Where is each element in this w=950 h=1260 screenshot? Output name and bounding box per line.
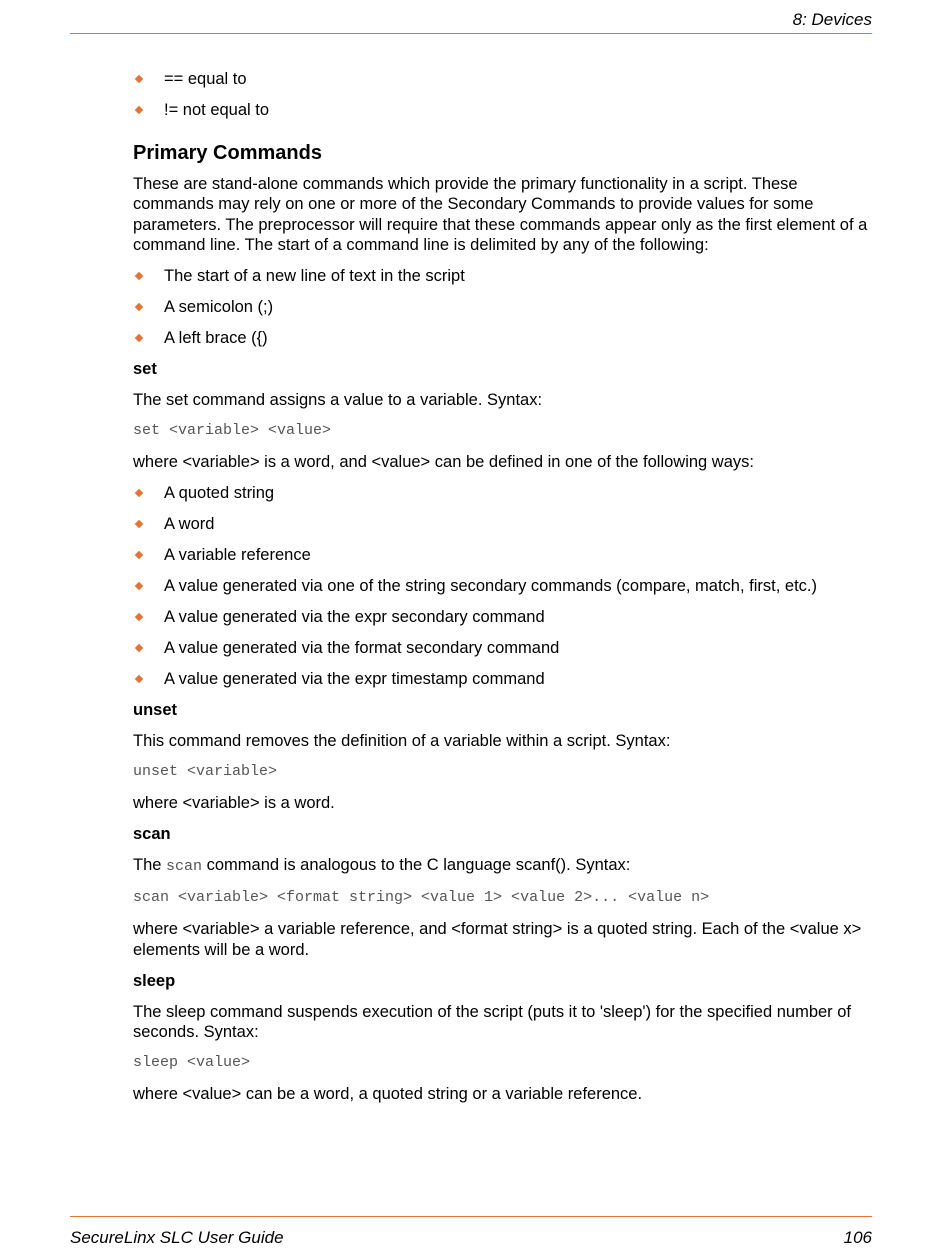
orange-diamond-bullet-icon bbox=[135, 582, 143, 590]
page-footer bbox=[70, 1216, 872, 1248]
command-where: where <variable> is a word. bbox=[133, 794, 335, 812]
section-intro: These are stand-alone commands which provide the primary functionality in a script. These commands may rely on one or more of the Secondary Commands to provide values for some parameters. The preprocessor will require that these commands appear only as the first element of a command line. The start of a command line is delimited by any of the following: bbox=[133, 174, 868, 254]
command-description: The scan command is analogous to the C language scanf(). Syntax: bbox=[133, 856, 631, 875]
command-name-scan: scan bbox=[133, 825, 171, 843]
inline-code: scan bbox=[166, 858, 203, 875]
syntax-code: set <variable> <value> bbox=[133, 422, 332, 439]
orange-diamond-bullet-icon bbox=[135, 334, 143, 342]
list-item: == equal to bbox=[133, 69, 873, 90]
chapter-title: 8: Devices bbox=[792, 10, 872, 29]
command-name-sleep: sleep bbox=[133, 971, 176, 990]
command-where: where <variable> is a word, and <value> can be defined in one of the following ways: bbox=[133, 453, 754, 471]
list-item: The start of a new line of text in the script bbox=[133, 266, 873, 287]
command-description: The set command assigns a value to a variable. Syntax: bbox=[133, 391, 543, 409]
page-number: 106 bbox=[843, 1228, 872, 1247]
list-item: A left brace ({) bbox=[133, 328, 873, 349]
section-heading: Primary Commands bbox=[133, 141, 322, 164]
command-description: The sleep command suspends execution of the script (puts it to 'sleep') for the specified number of seconds. Syntax: bbox=[133, 1002, 852, 1041]
page-header bbox=[70, 8, 872, 34]
list-item: A value generated via one of the string secondary commands (compare, match, first, etc.) bbox=[133, 576, 873, 597]
command-where: where <variable> a variable reference, and <format string> is a quoted string. Each of the <value x> elements will be a word. bbox=[133, 920, 862, 959]
list-item: A value generated via the expr timestamp command bbox=[133, 669, 873, 690]
command-name-set: set bbox=[133, 360, 157, 378]
command-name-unset: unset bbox=[133, 701, 178, 719]
command-description: This command removes the definition of a variable within a script. Syntax: bbox=[133, 732, 671, 750]
list-item: A quoted string bbox=[133, 483, 873, 504]
orange-diamond-bullet-icon bbox=[135, 489, 143, 497]
list-item: A word bbox=[133, 514, 873, 535]
list-item: != not equal to bbox=[133, 100, 873, 121]
orange-diamond-bullet-icon bbox=[135, 675, 143, 683]
orange-diamond-bullet-icon bbox=[135, 644, 143, 652]
orange-diamond-bullet-icon bbox=[135, 75, 143, 83]
list-item: A variable reference bbox=[133, 545, 873, 566]
orange-diamond-bullet-icon bbox=[135, 106, 143, 114]
orange-diamond-bullet-icon bbox=[135, 303, 143, 311]
syntax-code: scan <variable> <format string> <value 1> <value 2>... <value n> bbox=[133, 889, 710, 906]
syntax-code: unset <variable> bbox=[133, 763, 278, 780]
guide-title: SecureLinx SLC User Guide bbox=[70, 1228, 284, 1247]
list-item: A value generated via the format secondary command bbox=[133, 638, 873, 659]
command-where: where <value> can be a word, a quoted string or a variable reference. bbox=[133, 1085, 643, 1103]
list-item: A semicolon (;) bbox=[133, 297, 873, 318]
orange-diamond-bullet-icon bbox=[135, 272, 143, 280]
orange-diamond-bullet-icon bbox=[135, 613, 143, 621]
orange-diamond-bullet-icon bbox=[135, 520, 143, 528]
page-content bbox=[133, 69, 873, 1115]
list-item: A value generated via the expr secondary command bbox=[133, 607, 873, 628]
orange-diamond-bullet-icon bbox=[135, 551, 143, 559]
syntax-code: sleep <value> bbox=[133, 1054, 251, 1071]
